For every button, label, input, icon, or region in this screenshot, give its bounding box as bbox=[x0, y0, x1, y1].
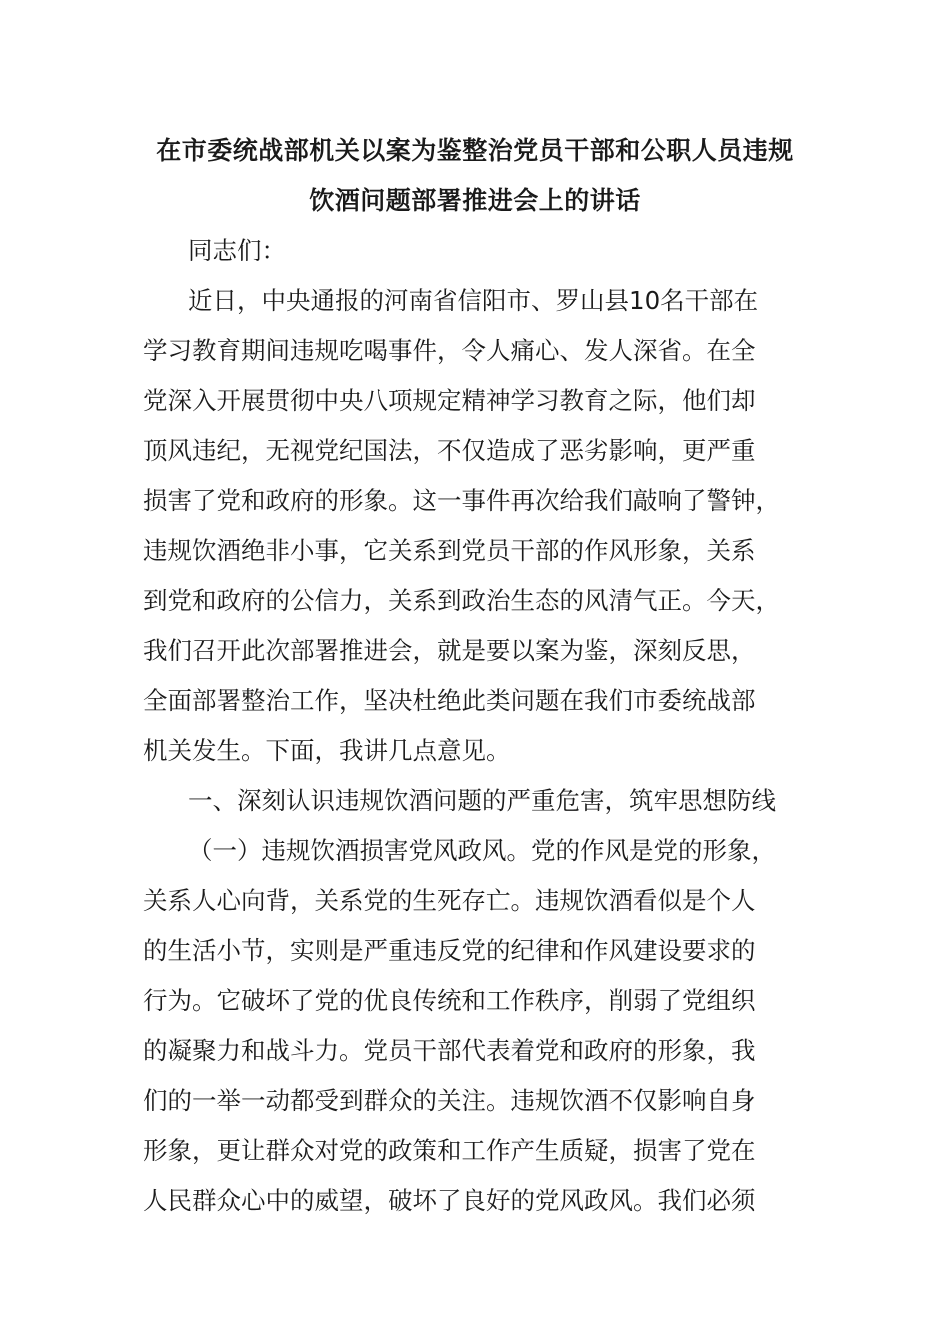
paragraph-line: 全面部署整治工作，坚决杜绝此类问题在我们市委统战部 bbox=[143, 686, 756, 715]
section-heading: 一、深刻认识违规饮酒问题的严重危害，筑牢思想防线 bbox=[188, 786, 776, 815]
document-body bbox=[143, 226, 807, 1226]
paragraph-line: 形象，更让群众对党的政策和工作产生质疑，损害了党在 bbox=[143, 1136, 756, 1165]
paragraph-line: 关系人心向背，关系党的生死存亡。违规饮酒看似是个人 bbox=[143, 886, 756, 915]
paragraph-line: 顶风违纪，无视党纪国法，不仅造成了恶劣影响，更严重 bbox=[143, 436, 756, 465]
paragraph-line: 党深入开展贯彻中央八项规定精神学习教育之际，他们却 bbox=[143, 386, 756, 415]
paragraph-line: 近日，中央通报的河南省信阳市、罗山县10名干部在 bbox=[188, 286, 759, 315]
paragraph-line: 机关发生。下面，我讲几点意见。 bbox=[143, 736, 511, 765]
document-title-line-1: 在市委统战部机关以案为鉴整治党员干部和公职人员违规 bbox=[156, 136, 794, 165]
paragraph-line: 损害了党和政府的形象。这一事件再次给我们敲响了警钟， bbox=[143, 486, 780, 515]
paragraph-line: 违规饮酒绝非小事，它关系到党员干部的作风形象，关系 bbox=[143, 536, 756, 565]
paragraph-line: 的凝聚力和战斗力。党员干部代表着党和政府的形象，我 bbox=[143, 1036, 756, 1065]
paragraph-line: 的生活小节，实则是严重违反党的纪律和作风建设要求的 bbox=[143, 936, 756, 965]
subsection-heading-line: （一）违规饮酒损害党风政风。党的作风是党的形象， bbox=[188, 836, 776, 865]
paragraph-line: 人民群众心中的威望，破坏了良好的党风政风。我们必须 bbox=[143, 1186, 756, 1215]
paragraph-line: 到党和政府的公信力，关系到政治生态的风清气正。今天， bbox=[143, 586, 780, 615]
document-title-line-2: 饮酒问题部署推进会上的讲话 bbox=[309, 186, 641, 215]
paragraph-line: 行为。它破坏了党的优良传统和工作秩序，削弱了党组织 bbox=[143, 986, 756, 1015]
paragraph-line: 我们召开此次部署推进会，就是要以案为鉴，深刻反思， bbox=[143, 636, 756, 665]
paragraph-line: 们的一举一动都受到群众的关注。违规饮酒不仅影响自身 bbox=[143, 1086, 756, 1115]
paragraph-line: 学习教育期间违规吃喝事件，令人痛心、发人深省。在全 bbox=[143, 336, 756, 365]
salutation: 同志们： bbox=[188, 236, 286, 265]
